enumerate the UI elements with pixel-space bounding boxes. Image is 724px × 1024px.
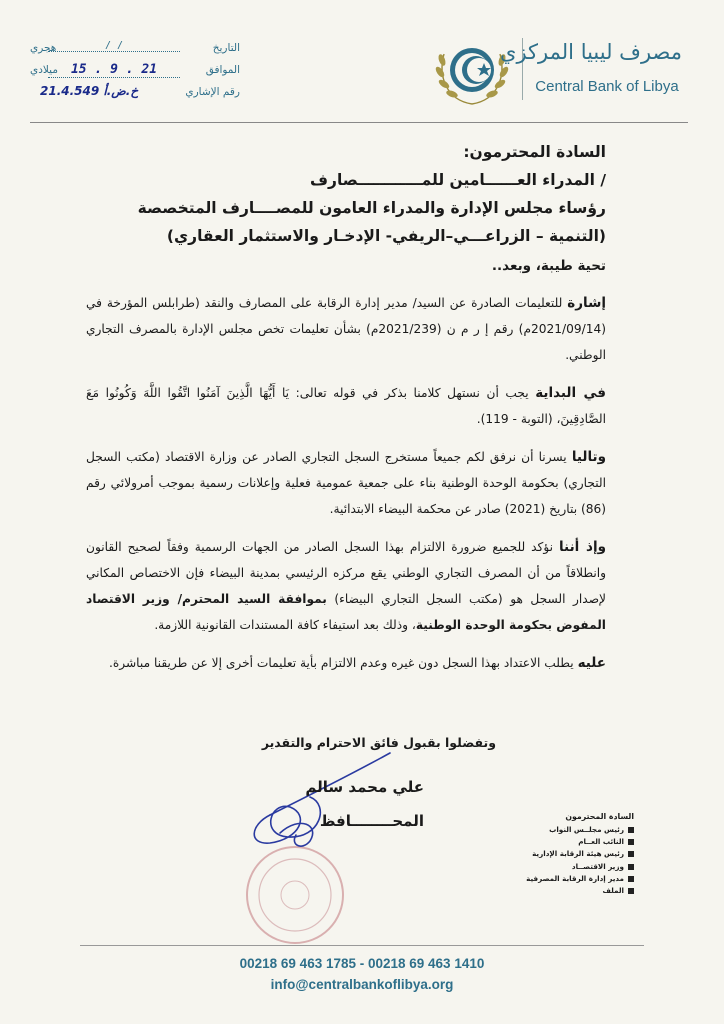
addressee-line-1: السادة المحترمون: [463,143,606,161]
paragraph-tail: ، وذلك بعد استيفاء كافة المستندات القانونية اللازمة. [154,618,416,632]
paragraph-bold: بموافقة السيد المحترم/ وزير الاقتصاد المفوض بحكومة الوحدة الوطنية [86,592,606,632]
cc-item: مدير إدارة الرقابة المصرفية [514,873,634,885]
hijri-date-label: التاريخ [212,42,240,54]
paragraph-lead: في البداية [535,385,607,401]
closing-line: وتفضلوا بقبول فائق الاحترام والتقدير [261,735,496,750]
paragraph-text: يجب أن نستهل كلامنا بذكر في قوله تعالى: يَا أَيُّهَا الَّذِينَ آمَنُوا اتَّقُوا اللَّهَ وَكُونُوا مَعَ الصَّادِقِينَ، (التوبة - 119). [86,386,606,426]
reference-value: 21.4.549 خ.ض.أ [40,84,139,98]
signatory-title: المحــــــــافظ [319,812,424,830]
paragraph-attachment [86,444,606,522]
paragraph-text: نؤكد للجميع ضرورة الالتزام بهذا السجل الصادر من الجهات الرسمية وفقاً لصحيح القانون وانطلاقاً من أن المصرف التجاري الوطني يقع مركزه الرئيسي بمدينة البيضاء فإن الاختصاص المكاني لإصدار السجل هو (مكتب السجل التجاري البيضاء) [86,540,606,606]
paragraph-conclusion [86,650,606,676]
paragraph-lead: إشارة [567,295,606,311]
cc-item: رئيس مجلــس النواب [514,824,634,836]
cc-item: وزير الاقتصــاد [514,861,634,873]
cc-item: رئيس هيئة الرقابة الإدارية [514,848,634,860]
paragraph-reference [86,290,606,368]
bank-name-english: Central Bank of Libya [535,78,679,95]
paragraph-compliance [86,534,606,638]
bank-name-arabic: مصرف ليبيا المركزي [500,40,682,64]
hijri-unit: هجري [30,42,57,54]
letter-meta [30,40,240,106]
footer-rule [80,945,644,946]
paragraph-lead: وتاليا [571,449,606,465]
paragraph-lead: وإذ أننا [558,539,606,555]
cc-item: النائب العــام [514,836,634,848]
header-rule [30,122,688,123]
signatory-name: علي محمد سالم [305,778,424,796]
addressee-line-3: رؤساء مجلس الإدارة والمدراء العامون للمصــــارف المتخصصة [137,199,606,217]
gregorian-date-row [30,62,240,84]
paragraph-lead: عليه [577,655,606,671]
gregorian-date-label: الموافق [205,64,240,76]
gregorian-unit: ميلادي [30,64,58,76]
hijri-date-row [30,40,240,62]
hijri-date-value: / / [48,40,180,52]
cc-item: الملف [514,885,634,897]
footer-phones: 00218 69 463 1785 - 00218 69 463 1410 [239,956,485,971]
footer-email[interactable]: info@centralbankoflibya.org [270,977,454,992]
greeting: تحية طيبة، وبعد.. [491,258,606,274]
letter-body [86,138,606,676]
paragraph-text: للتعليمات الصادرة عن السيد/ مدير إدارة الرقابة على المصارف والنقد (طرابلس المؤرخة في (2021/09/14م) رقم إ ر م ن (2021/239م) بشأن تعليمات تخص مجلس الإدارة بالمصرف التجاري الوطني. [86,296,607,362]
reference-label: رقم الإشاري [185,86,240,98]
gregorian-date-value: 15 . 9 . 21 [48,62,180,78]
handwritten-signature-icon [240,745,400,855]
addressee-line-4: (التنمية – الزراعـــي–الريفي- الإدخـار والاستثمار العقاري) [166,227,606,245]
cc-list [514,810,634,897]
paragraph-opening [86,380,606,432]
bank-logo [432,30,682,110]
reference-row [30,84,240,106]
cc-title: السادة المحترمون [565,812,634,821]
addressee-line-2: / المدراء العــــــامين للمــــــــــــصارف [310,171,606,189]
paragraph-text: يطلب الاعتداد بهذا السجل دون غيره وعدم الالتزام بأية تعليمات أخرى إلا عن طريقنا مباشرة. [108,656,578,670]
paragraph-text: يسرنا أن نرفق لكم جميعاً مستخرج السجل التجاري الصادر عن وزارة الاقتصاد (مكتب السجل التجاري) بحكومة الوحدة الوطنية بناء على جمعية عمومية فعلية وإعلانات رسمية بموجب أمرولائي رقم (86) بتاريخ (2021) صادر عن محكمة البيضاء الابتدائية. [86,450,606,516]
